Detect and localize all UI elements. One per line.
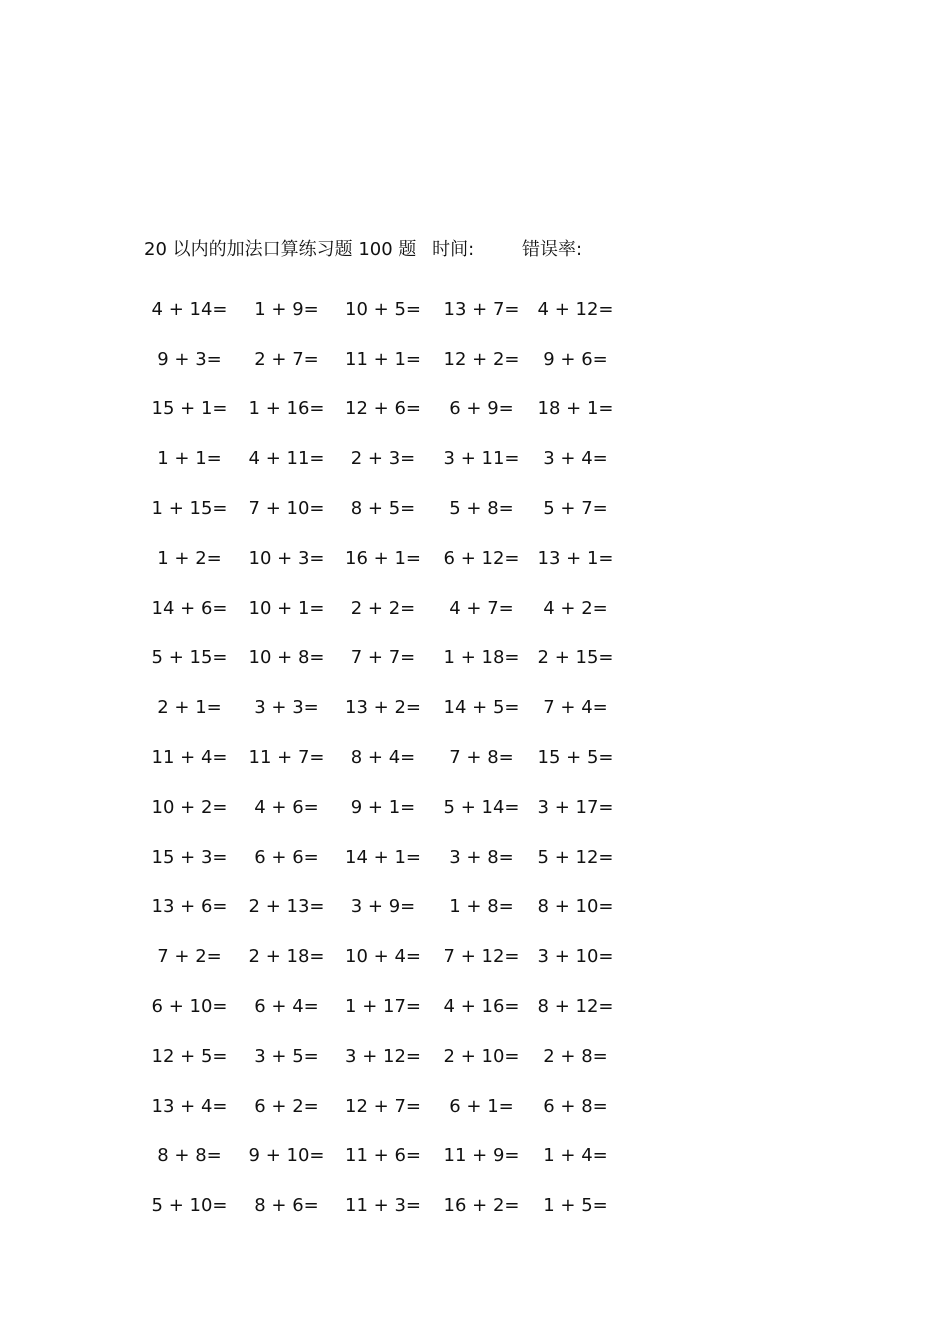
problem-item: 6 + 1=: [449, 1095, 514, 1117]
problem-item: 6 + 2=: [254, 1095, 319, 1117]
problem-item: 14 + 5=: [443, 697, 520, 719]
problem-item: 15 + 3=: [151, 846, 228, 868]
problem-item: 10 + 2=: [151, 796, 228, 818]
problem-item: 1 + 9=: [254, 298, 319, 320]
problem-item: 10 + 3=: [248, 547, 325, 569]
problem-item: 4 + 11=: [248, 448, 325, 470]
problem-item: 12 + 2=: [443, 348, 520, 370]
problem-item: 2 + 10=: [443, 1045, 520, 1067]
problem-item: 1 + 1=: [157, 448, 222, 470]
problem-item: 5 + 7=: [543, 498, 608, 520]
problem-item: 3 + 5=: [254, 1045, 319, 1067]
problem-row: [140, 783, 620, 833]
problem-item: 11 + 3=: [345, 1195, 421, 1217]
problem-item: 7 + 10=: [248, 498, 325, 520]
problem-item: 4 + 2=: [543, 597, 608, 619]
problem-item: 6 + 12=: [443, 547, 520, 569]
problem-item: 2 + 2=: [350, 597, 416, 619]
problem-item: 1 + 15=: [151, 498, 228, 520]
problem-row: [140, 1181, 620, 1231]
problem-item: 10 + 4=: [345, 946, 421, 968]
problem-item: 14 + 6=: [151, 597, 228, 619]
problem-item: 2 + 18=: [248, 946, 325, 968]
problem-item: 3 + 3=: [254, 697, 319, 719]
time-label: 时间:: [432, 239, 475, 260]
problem-row: [140, 683, 620, 733]
problem-row: [140, 1032, 620, 1082]
problem-item: 8 + 10=: [537, 896, 614, 918]
problem-item: 15 + 5=: [537, 747, 614, 769]
problem-item: 3 + 4=: [543, 448, 608, 470]
problem-item: 11 + 6=: [345, 1145, 421, 1167]
problem-item: 3 + 8=: [449, 846, 514, 868]
problem-item: 6 + 9=: [449, 398, 514, 420]
problem-item: 7 + 7=: [350, 647, 416, 669]
problem-item: 1 + 17=: [345, 996, 421, 1018]
problem-item: 4 + 7=: [449, 597, 514, 619]
problem-item: 3 + 11=: [443, 448, 520, 470]
problem-item: 12 + 6=: [345, 398, 421, 420]
problem-item: 7 + 2=: [157, 946, 222, 968]
problem-item: 13 + 4=: [151, 1095, 228, 1117]
problem-item: 2 + 1=: [157, 697, 222, 719]
problem-item: 9 + 1=: [350, 796, 416, 818]
problem-item: 3 + 10=: [537, 946, 614, 968]
problem-item: 9 + 3=: [157, 348, 222, 370]
problem-row: [140, 285, 620, 335]
error-rate-label: 错误率:: [521, 239, 583, 260]
problem-item: 14 + 1=: [345, 846, 421, 868]
problem-item: 1 + 18=: [443, 647, 520, 669]
problem-item: 10 + 8=: [248, 647, 325, 669]
problem-item: 8 + 5=: [350, 498, 416, 520]
problem-item: 4 + 6=: [254, 796, 319, 818]
problem-row: [140, 534, 620, 584]
problem-item: 11 + 4=: [151, 747, 228, 769]
problem-item: 11 + 9=: [443, 1145, 520, 1167]
problem-item: 5 + 12=: [537, 846, 614, 868]
problem-item: 4 + 16=: [443, 996, 520, 1018]
problem-row: [140, 584, 620, 634]
problem-item: 16 + 2=: [443, 1195, 520, 1217]
problem-row: [140, 1132, 620, 1182]
problem-item: 5 + 10=: [151, 1195, 228, 1217]
problem-item: 6 + 4=: [254, 996, 319, 1018]
problem-item: 9 + 6=: [543, 348, 608, 370]
problem-item: 6 + 6=: [254, 846, 319, 868]
problem-item: 5 + 8=: [449, 498, 514, 520]
problem-row: [140, 335, 620, 385]
problem-item: 11 + 1=: [345, 348, 421, 370]
problem-row: [140, 932, 620, 982]
problem-item: 1 + 2=: [157, 547, 222, 569]
problem-item: 7 + 12=: [443, 946, 520, 968]
problem-item: 8 + 4=: [350, 747, 416, 769]
problem-item: 8 + 12=: [537, 996, 614, 1018]
problem-item: 2 + 3=: [350, 448, 416, 470]
problem-row: [140, 434, 620, 484]
problem-row: [140, 634, 620, 684]
worksheet-title: 20 以内的加法口算练习题 100 题: [144, 239, 417, 260]
problem-item: 2 + 7=: [254, 348, 319, 370]
problem-item: 2 + 8=: [543, 1045, 608, 1067]
problem-item: 6 + 8=: [543, 1095, 608, 1117]
problem-item: 1 + 8=: [449, 896, 514, 918]
problem-item: 3 + 17=: [537, 796, 614, 818]
problem-row: [140, 484, 620, 534]
problem-row: [140, 385, 620, 435]
problem-item: 7 + 4=: [543, 697, 608, 719]
problem-item: 8 + 8=: [157, 1145, 222, 1167]
problem-item: 5 + 14=: [443, 796, 520, 818]
problem-item: 13 + 2=: [345, 697, 421, 719]
problem-item: 7 + 8=: [449, 747, 514, 769]
problem-item: 4 + 14=: [151, 298, 228, 320]
problem-row: [140, 733, 620, 783]
problem-row: [140, 1082, 620, 1132]
problem-item: 5 + 15=: [151, 647, 228, 669]
problem-item: 13 + 6=: [151, 896, 228, 918]
problem-item: 3 + 12=: [345, 1045, 421, 1067]
problem-item: 13 + 1=: [537, 547, 614, 569]
problem-item: 4 + 12=: [537, 298, 614, 320]
problem-row: [140, 833, 620, 883]
problem-row: [140, 883, 620, 933]
problem-item: 10 + 5=: [345, 298, 421, 320]
problem-item: 11 + 7=: [248, 747, 325, 769]
problem-item: 16 + 1=: [345, 547, 421, 569]
problem-item: 12 + 5=: [151, 1045, 228, 1067]
problem-item: 15 + 1=: [151, 398, 228, 420]
problem-item: 9 + 10=: [248, 1145, 325, 1167]
worksheet-header: [144, 236, 582, 264]
problem-item: 6 + 10=: [151, 996, 228, 1018]
problem-item: 2 + 13=: [248, 896, 325, 918]
problem-item: 18 + 1=: [537, 398, 614, 420]
problem-item: 3 + 9=: [350, 896, 416, 918]
problem-item: 12 + 7=: [345, 1095, 421, 1117]
problem-item: 2 + 15=: [537, 647, 614, 669]
problem-item: 1 + 4=: [543, 1145, 608, 1167]
problem-grid: [140, 285, 620, 1231]
problem-item: 1 + 5=: [543, 1195, 608, 1217]
problem-item: 10 + 1=: [248, 597, 325, 619]
problem-row: [140, 982, 620, 1032]
problem-item: 8 + 6=: [254, 1195, 319, 1217]
problem-item: 13 + 7=: [443, 298, 520, 320]
problem-item: 1 + 16=: [248, 398, 325, 420]
